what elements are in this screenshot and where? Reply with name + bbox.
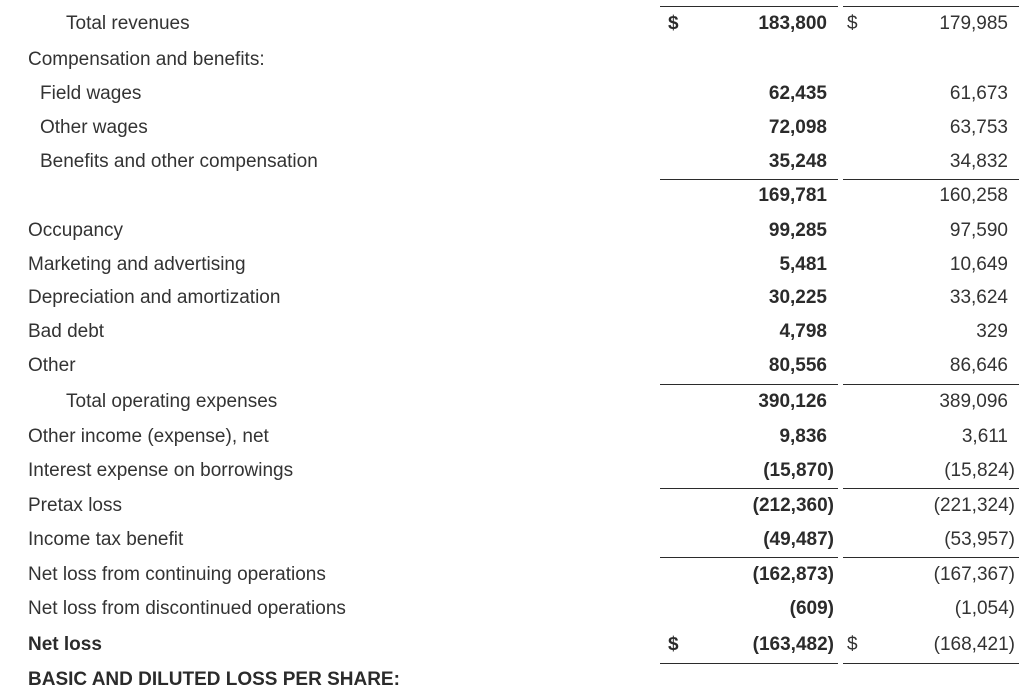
value-current-period: (15,870) [763,460,834,481]
statement-row [0,145,1024,179]
statement-row [0,349,1024,383]
column-divider-rule [660,6,838,7]
value-prior-period: 63,753 [949,117,1008,138]
value-current-period: 5,481 [779,254,827,275]
column-divider-rule [843,557,1019,558]
statement-row [0,663,1024,693]
statement-row [0,420,1024,454]
value-prior-period: (221,324) [933,495,1015,516]
statement-row [0,248,1024,282]
row-label: Net loss from discontinued operations [28,598,346,619]
row-label: Interest expense on borrowings [28,460,294,481]
value-current-period: (49,487) [763,529,834,550]
value-prior-period: (1,054) [954,598,1015,619]
currency-symbol-current: $ [668,634,679,655]
row-label: Field wages [40,83,142,104]
column-divider-rule [660,557,838,558]
statement-row [0,43,1024,77]
row-label: BASIC AND DILUTED LOSS PER SHARE: [28,669,400,690]
value-current-period: 62,435 [768,83,827,104]
statement-row [0,214,1024,248]
statement-row [0,523,1024,557]
column-divider-rule [660,384,838,385]
row-label: Other wages [40,117,148,138]
row-label: Total revenues [66,13,190,34]
value-prior-period: 10,649 [949,254,1008,275]
value-prior-period: 179,985 [939,13,1008,34]
value-prior-period: 33,624 [949,287,1008,308]
statement-row [0,454,1024,488]
currency-symbol-prior: $ [847,634,858,655]
value-prior-period: 160,258 [939,185,1008,206]
value-prior-period: 86,646 [949,355,1008,376]
row-label: Occupancy [28,220,124,241]
value-current-period: 169,781 [758,185,827,206]
row-label: Bad debt [28,321,105,342]
value-current-period: 99,285 [768,220,827,241]
row-label: Pretax loss [28,495,122,516]
value-prior-period: (168,421) [933,634,1015,655]
row-label: Net loss from continuing operations [28,564,326,585]
value-current-period: (212,360) [752,495,834,516]
value-prior-period: 329 [976,321,1008,342]
statement-row [0,315,1024,349]
row-label: Income tax benefit [28,529,184,550]
row-label: Compensation and benefits: [28,49,265,70]
value-prior-period: (53,957) [944,529,1015,550]
value-prior-period: (15,824) [944,460,1015,481]
value-current-period: 4,798 [779,321,827,342]
statement-row [0,111,1024,145]
statement-row [0,281,1024,315]
value-current-period: (163,482) [752,634,834,655]
value-prior-period: 3,611 [961,426,1008,447]
value-current-period: (609) [789,598,834,619]
row-label: Net loss [28,634,102,655]
statement-row [0,558,1024,592]
row-label: Other income (expense), net [28,426,269,447]
statement-row [0,179,1024,213]
column-divider-rule [660,179,838,180]
value-current-period: 30,225 [768,287,827,308]
column-divider-rule [843,6,1019,7]
statement-row [0,628,1024,662]
row-label: Marketing and advertising [28,254,246,275]
value-prior-period: 389,096 [939,391,1008,412]
value-prior-period: 97,590 [949,220,1008,241]
value-current-period: 390,126 [758,391,827,412]
column-divider-rule [660,663,838,664]
value-prior-period: 61,673 [949,83,1008,104]
statement-row [0,489,1024,523]
value-prior-period: (167,367) [933,564,1015,585]
value-current-period: 9,836 [779,426,827,447]
statement-row [0,77,1024,111]
column-divider-rule [843,179,1019,180]
value-current-period: 80,556 [768,355,827,376]
statement-row [0,385,1024,419]
row-label: Other [28,355,76,376]
value-current-period: (162,873) [752,564,834,585]
row-label: Depreciation and amortization [28,287,281,308]
value-prior-period: 34,832 [949,151,1008,172]
currency-symbol-prior: $ [847,13,858,34]
row-label: Total operating expenses [66,391,278,412]
column-divider-rule [843,488,1019,489]
row-label: Benefits and other compensation [40,151,318,172]
column-divider-rule [843,663,1019,664]
column-divider-rule [660,488,838,489]
statement-row [0,7,1024,41]
currency-symbol-current: $ [668,13,679,34]
value-current-period: 183,800 [758,13,827,34]
value-current-period: 72,098 [768,117,827,138]
value-current-period: 35,248 [768,151,827,172]
column-divider-rule [843,384,1019,385]
statement-row [0,592,1024,626]
